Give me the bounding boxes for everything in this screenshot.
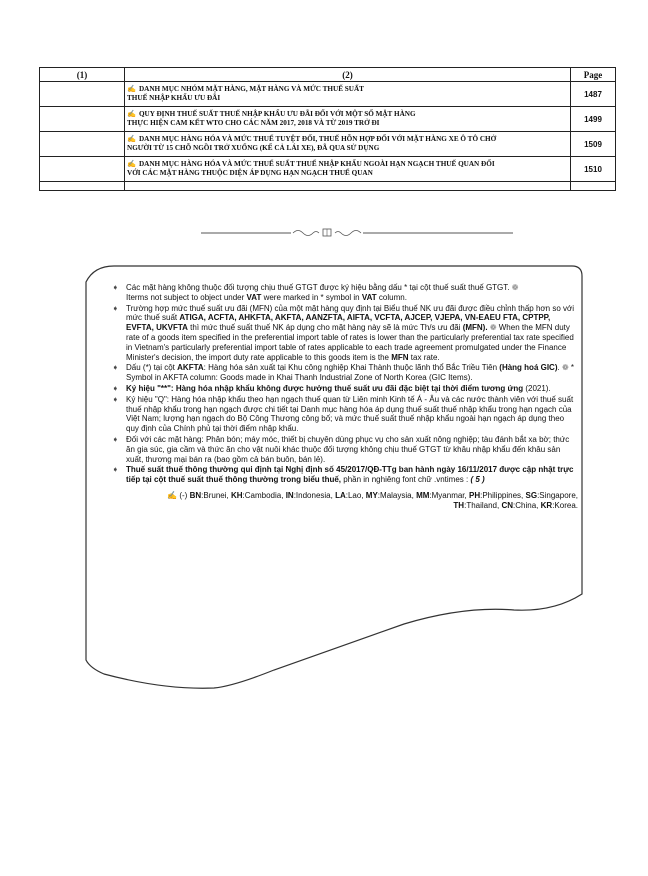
note-akfta: ➧ Dấu (*) tại cột AKFTA: Hàng hóa sản xuất tại Khu công nghiệp Khai Thành thuộc lãnh thổ Bắc Triều Tiên (Hàng hoá GIC). ❁ * Symbol in AKFTA column: Goods made in Khai Thanh Industrial Zone of North Korea (GIC Items). — [112, 363, 575, 383]
note-quota: ➧ Ký hiệu "Q": Hàng hóa nhập khẩu theo hạn ngạch thuế quan từ Liên minh Kinh tế Á - Âu và các nước thành viên với thuế suất thuế nhập khẩu trong hạn ngạch được chi tiết tại Danh mục hàng hóa áp dụng thuế suất thuế nhập khẩu trong hạn ngạch của Việt Nam; lượng hạn ngạch do Bộ Công Thương công bố; và mức thuế suất thuế nhập khẩu ngoài hạn ngạch áp dụng theo quy định của Chính phủ tại thời điểm nhập khẩu. — [112, 394, 574, 434]
table-row — [40, 132, 616, 157]
swirl-icon: ❁ — [511, 283, 519, 292]
legend-item: KH:Cambodia, — [230, 490, 284, 500]
arrow-bullet-icon: ➧ — [112, 363, 119, 373]
pen-icon: ✍ — [127, 134, 136, 143]
arrow-bullet-icon: ➧ — [112, 283, 119, 292]
entry-title: ✍ DANH MỤC NHÓM MẶT HÀNG, MẶT HÀNG VÀ MỨC THUẾ SUẤT THUẾ NHẬP KHẨU ƯU ĐÃI — [125, 82, 571, 107]
pen-icon: ✍ — [167, 490, 178, 500]
legend-item: LA:Lao, — [335, 490, 364, 500]
pen-icon: ✍ — [127, 109, 136, 118]
pen-icon: ✍ — [127, 159, 136, 168]
entry-title: ✍ QUY ĐỊNH THUẾ SUẤT THUẾ NHẬP KHẨU ƯU ĐÃI ĐỐI VỚI MỘT SỐ MẶT HÀNG THỰC HIỆN CAM KẾT WTO CHO CÁC NĂM 2017, 2018 VÀ TỪ 2019 TRỞ ĐI — [125, 107, 571, 132]
legend-item: MM:Myanmar, — [416, 490, 467, 500]
arrow-bullet-icon: ➧ — [112, 434, 119, 444]
legend-item: SG:Singapore, — [525, 490, 578, 500]
table-row — [40, 157, 616, 182]
note-normal-rate: ➧ Thuế suất thuế thông thường qui định tại Nghị định số 45/2017/QĐ-TTg ban hành ngày 16/11/2017 được cập nhật trực tiếp tại cột thuế suất thuế thông thường trong biểu thuế, phần in nghiêng font chữ .vntimes : ( 5 ) — [112, 465, 574, 485]
arrow-bullet-icon: ➧ — [112, 383, 119, 393]
table-row — [40, 82, 616, 107]
swirl-icon: ❁ — [561, 363, 569, 373]
legend-item: MY:Malaysia, — [365, 490, 414, 500]
country-legend: ✍ (-) BN:Brunei, KH:Cambodia, IN:Indonesia, LA:Lao, MY:Malaysia, MM:Myanmar, PH:Philippines, SG:Singapore, TH:Thailand, CN:China, KR:Korea. — [167, 490, 578, 510]
legend-item: KR:Korea. — [540, 500, 578, 510]
note-agriculture: ➧ Đối với các mặt hàng: Phân bón; máy móc, thiết bị chuyên dùng phục vụ cho sản xuất nông nghiệp; tàu đánh bắt xa bờ; thức ăn gia súc, gia cầm và thức ăn cho vật nuôi khác thuộc đối tượng không chịu thuế GTGT từ khâu nhập khẩu đến khâu sản xuất, thương mại bán ra (bao gồm cả bán buôn, bán lẻ). — [112, 434, 570, 464]
notes-list — [112, 283, 578, 511]
header-col-1: (1) — [40, 68, 125, 82]
arrow-bullet-icon: ➧ — [112, 394, 119, 404]
swirl-icon: ❁ — [489, 323, 497, 333]
contents-table — [39, 67, 616, 191]
legend-item: CN:China, — [501, 500, 539, 510]
table-header-row — [40, 68, 616, 82]
arrow-bullet-icon: ➧ — [112, 465, 119, 475]
note-double-star: ➧ Ký hiệu "**": Hàng hóa nhập khẩu không được hưởng thuế suất ưu đãi đặc biệt tại thời điểm tương ứng (2021). — [112, 383, 551, 393]
header-page: Page — [571, 68, 616, 82]
legend-item: TH:Thailand, — [453, 500, 500, 510]
pen-icon: ✍ — [127, 84, 136, 93]
ornament-divider — [201, 226, 513, 238]
arrow-bullet-icon: ➧ — [112, 303, 119, 313]
table-row — [40, 107, 616, 132]
header-col-2: (2) — [125, 68, 571, 82]
page-number: 1499 — [571, 107, 616, 132]
note-vat: ➧ Các mặt hàng không thuộc đối tượng chịu thuế GTGT được ký hiệu bằng dấu * tại cột thuế suất thuế GTGT. ❁ Iterms not subject to object under VAT were marked in * symbol in VAT column. — [112, 283, 519, 302]
page-number: 1487 — [571, 82, 616, 107]
legend-item: IN:Indonesia, — [285, 490, 333, 500]
entry-title: ✍ DANH MỤC HÀNG HÓA VÀ MỨC THUẾ TUYỆT ĐỐI, THUẾ HỖN HỢP ĐỐI VỚI MẶT HÀNG XE Ô TÔ CHỞ NGƯỜI TỪ 15 CHỖ NGỒI TRỞ XUỐNG (KỂ CẢ LÁI XE), ĐÃ QUA SỬ DỤNG — [125, 132, 571, 157]
legend-item: BN:Brunei, — [189, 490, 229, 500]
table-row-empty — [40, 182, 616, 191]
page-number: 1510 — [571, 157, 616, 182]
note-mfn: ➧ Trường hợp mức thuế suất ưu đãi (MFN) của một mặt hàng quy định tại Biểu thuế NK ưu đãi được điều chỉnh thấp hơn so với mức thuế suất ATIGA, ACFTA, AHKFTA, AKFTA, AANZFTA, AIFTA, VCFTA, AJCEP, VJEPA, VN-EAEU FTA, CPTPP, EVFTA, UKVFTA thì mức thuế suất thuế NK áp dụng cho mặt hàng này sẽ là mức Th/s ưu đãi (MFN). ❁ When the MFN duty rate of a goods item specified in the preferential import table of rates is lower than the particularly preferential tax rate specified in Vietnam's particularly preferential import table of rates applicable to each trade agreement promulgated under the Finance Minister's decision, the import duty rate applicable to this goods item is the MFN tax rate. — [112, 303, 575, 362]
entry-title: ✍ DANH MỤC HÀNG HÓA VÀ MỨC THUẾ SUẤT THUẾ NHẬP KHẨU NGOÀI HẠN NGẠCH THUẾ QUAN ĐỐI VỚI CÁC MẶT HÀNG THUỘC DIỆN ÁP DỤNG HẠN NGẠCH THUẾ QUAN — [125, 157, 571, 182]
legend-item: PH:Philippines, — [468, 490, 524, 500]
page-number: 1509 — [571, 132, 616, 157]
